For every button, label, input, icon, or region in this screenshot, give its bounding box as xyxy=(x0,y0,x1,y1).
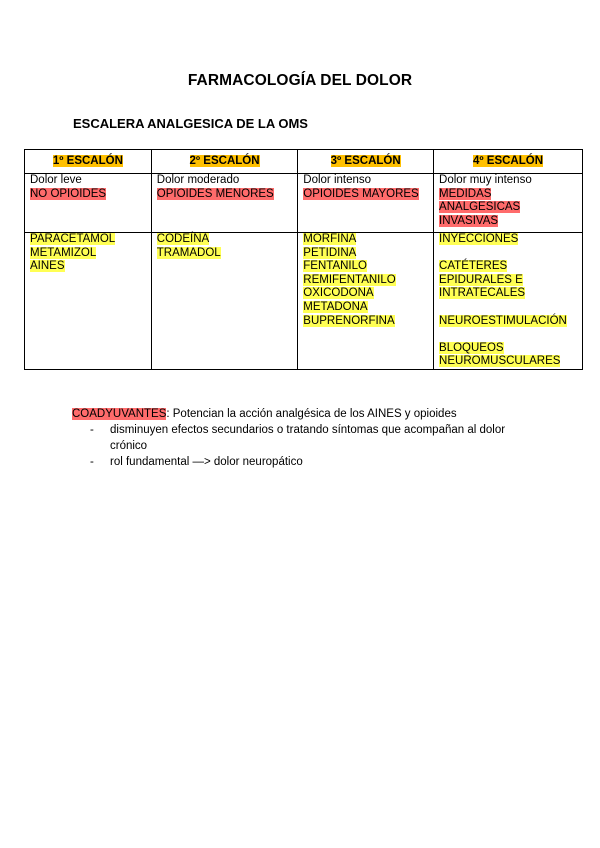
adjuvants-term: COADYUVANTES xyxy=(72,408,167,420)
drug-item: METADONA xyxy=(303,300,368,313)
invasive-measure-item: CATÉTERES xyxy=(439,260,508,273)
header-label-step-3: 3º ESCALÓN xyxy=(330,154,401,167)
list-item-text: disminuyen efectos secundarios o tratando síntomas que acompañan al dolor crónico xyxy=(110,424,506,452)
adjuvants-definition xyxy=(72,406,542,422)
drug-item: OXICODONA xyxy=(303,287,374,300)
drug-item: REMIFENTANILO xyxy=(303,273,396,286)
drugs-cell-step-4 xyxy=(434,233,583,370)
drug-item: BUPRENORFINA xyxy=(303,314,395,327)
table-header-row xyxy=(25,150,583,174)
document-subtitle: ESCALERA ANALGESICA DE LA OMS xyxy=(73,116,308,131)
drug-group-label: INVASIVAS xyxy=(439,214,499,227)
document-title: FARMACOLOGÍA DEL DOLOR xyxy=(187,72,413,89)
bullet-dash: - xyxy=(90,456,94,468)
drugs-cell-step-2 xyxy=(151,233,298,370)
pain-level-text: Dolor intenso xyxy=(303,174,372,186)
drugs-row xyxy=(25,233,583,370)
pain-level-text: Dolor muy intenso xyxy=(439,174,532,186)
header-label-step-4: 4º ESCALÓN xyxy=(473,154,544,167)
header-cell-step-2 xyxy=(151,150,298,174)
pain-level-text: Dolor moderado xyxy=(156,174,240,186)
drug-item: CODEÍNA xyxy=(156,233,210,245)
drug-item: PARACETAMOL xyxy=(30,233,116,245)
adjuvants-description: : Potencian la acción analgésica de los AINES y opioides xyxy=(166,408,457,420)
drugs-cell-step-3 xyxy=(298,233,434,370)
severity-cell-step-1 xyxy=(25,174,152,233)
header-cell-step-1 xyxy=(25,150,152,174)
drug-group-label: OPIOIDES MENORES xyxy=(156,187,274,200)
drug-item: FENTANILO xyxy=(303,260,367,273)
header-label-step-1: 1º ESCALÓN xyxy=(52,154,123,167)
invasive-measure-item: BLOQUEOS xyxy=(439,341,504,354)
drug-item: MORFINA xyxy=(303,233,357,245)
severity-cell-step-4 xyxy=(434,174,583,233)
drug-item: AINES xyxy=(30,260,65,273)
header-cell-step-4 xyxy=(434,150,583,174)
pain-level-text: Dolor leve xyxy=(30,174,82,186)
drug-group-label: MEDIDAS xyxy=(439,187,492,200)
analgesic-ladder-table xyxy=(24,149,583,370)
invasive-measure-item: INTRATECALES xyxy=(439,287,526,300)
invasive-measure-item: INYECCIONES xyxy=(439,233,519,245)
severity-cell-step-2 xyxy=(151,174,298,233)
list-item xyxy=(72,454,542,470)
severity-cell-step-3 xyxy=(298,174,434,233)
invasive-measure-item: EPIDURALES E xyxy=(439,273,523,286)
bullet-dash: - xyxy=(90,424,94,436)
drug-item: TRAMADOL xyxy=(156,246,221,259)
invasive-measure-item: NEUROMUSCULARES xyxy=(439,355,561,368)
drug-group-label: OPIOIDES MAYORES xyxy=(303,187,419,200)
invasive-measure-item: NEUROESTIMULACIÓN xyxy=(439,314,567,327)
header-label-step-2: 2º ESCALÓN xyxy=(189,154,260,167)
drug-item: METAMIZOL xyxy=(30,246,97,259)
drug-group-label: ANALGESICAS xyxy=(439,201,521,214)
header-cell-step-3 xyxy=(298,150,434,174)
severity-row xyxy=(25,174,583,233)
adjuvants-list xyxy=(72,422,542,470)
list-item-text: rol fundamental —> dolor neuropático xyxy=(110,456,303,468)
drugs-cell-step-1 xyxy=(25,233,152,370)
drug-group-label: NO OPIOIDES xyxy=(30,187,107,200)
list-item xyxy=(72,422,542,454)
adjuvants-notes xyxy=(72,406,542,470)
drug-item: PETIDINA xyxy=(303,246,357,259)
